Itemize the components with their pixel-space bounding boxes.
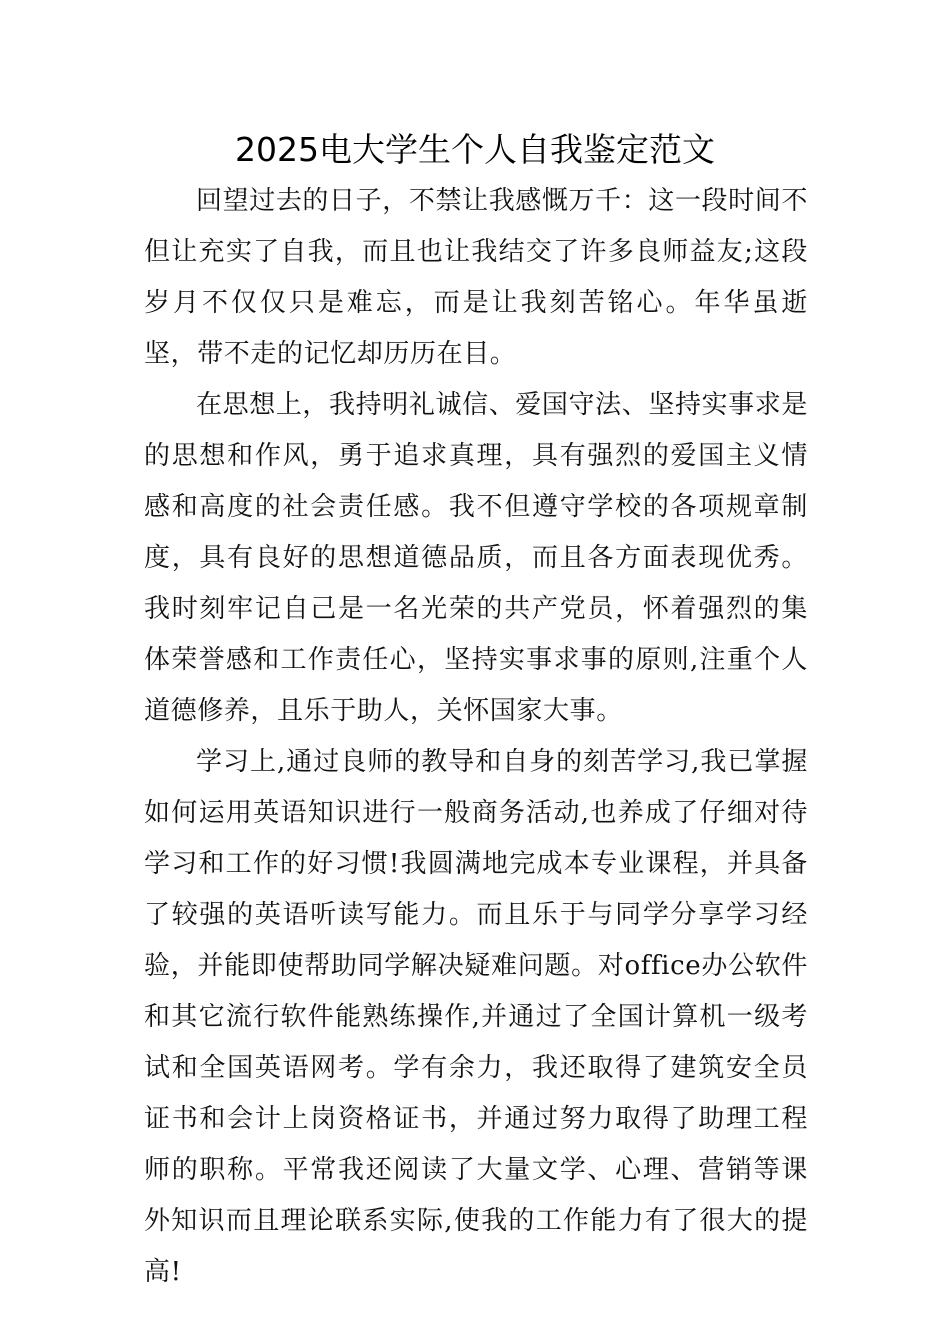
paragraph-intro: 回望过去的日子，不禁让我感慨万千：这一段时间不但让充实了自我，而且也让我结交了许多良师益友;这段岁月不仅仅只是难忘，而是让我刻苦铭心。年华虽逝坚，带不走的记忆却历历在目。 xyxy=(144,186,808,369)
document-body xyxy=(144,176,808,1298)
document-title: 2025电大学生个人自我鉴定范文 xyxy=(235,130,715,169)
paragraph-thought: 在思想上，我持明礼诚信、爱国守法、坚持实事求是的思想和作风，勇于追求真理，具有强烈的爱国主义情感和高度的社会责任感。我不但遵守学校的各项规章制度，具有良好的思想道德品质，而且各方面表现优秀。我时刻牢记自己是一名光荣的共产党员，怀着强烈的集体荣誉感和工作责任心，坚持实事求事的原则,注重个人道德修养，且乐于助人，关怀国家大事。 xyxy=(144,390,808,726)
paragraph-study: 学习上,通过良师的教导和自身的刻苦学习,我已掌握如何运用英语知识进行一般商务活动,也养成了仔细对待学习和工作的好习惯!我圆满地完成本专业课程，并具备了较强的英语听读写能力。而且乐于与同学分享学习经验，并能即使帮助同学解决疑难问题。对office办公软件和其它流行软件能熟练操作,并通过了全国计算机一级考试和全国英语网考。学有余力，我还取得了建筑安全员证书和会计上岗资格证书，并通过努力取得了助理工程师的职称。平常我还阅读了大量文学、心理、营销等课外知识而且理论联系实际,使我的工作能力有了很大的提高! xyxy=(144,747,808,1287)
